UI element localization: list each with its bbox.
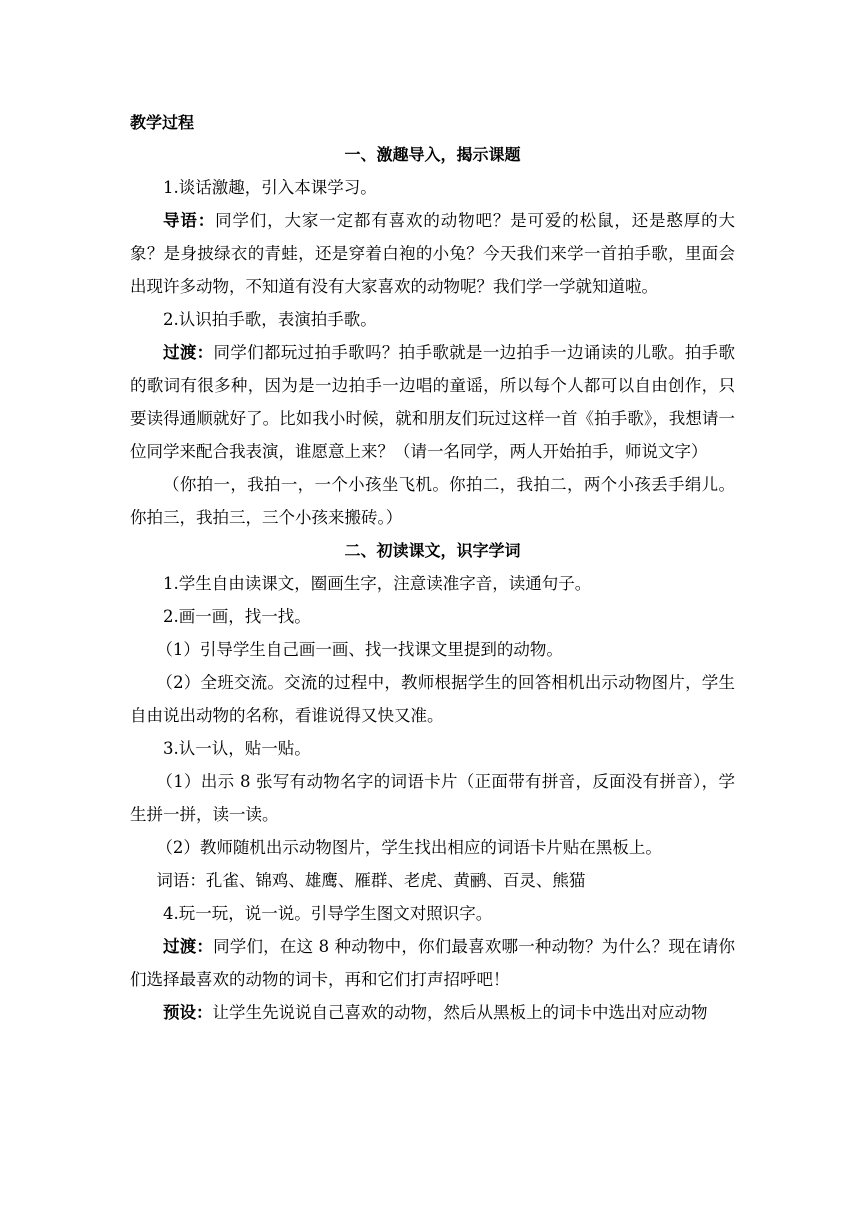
- section2-item3: 3.认一认，贴一贴。: [163, 739, 311, 758]
- section2-item1: 1.学生自由读课文，圈画生字，注意读准字音，读通句子。: [163, 574, 592, 593]
- word-list: 词语：孔雀、锦鸡、雄鹰、雁群、老虎、黄鹂、百灵、熊猫: [156, 871, 586, 890]
- document-body: [130, 108, 735, 1029]
- section2-item4: 4.玩一玩，说一说。引导学生图文对照识字。: [163, 904, 493, 923]
- guide-label: 导语：: [163, 211, 216, 230]
- section1-transition-paragraph: [130, 336, 735, 468]
- section1-guide-paragraph: [130, 204, 735, 303]
- transition-text: 同学们，在这 8 种动物中，你们最喜欢哪一种动物？为什么？现在请你们选择最喜欢的动物的词卡，再和它们打声招呼吧！: [130, 937, 735, 989]
- rhyme-paragraph: （你拍一，我拍一，一个小孩坐飞机。你拍二，我拍二，两个小孩丢手绢儿。你拍三，我拍三，三个小孩来搬砖。）: [130, 475, 735, 527]
- section2-item2-sub1: （1）引导学生自己画一画、找一找课文里提到的动物。: [156, 640, 563, 659]
- preset-text: 让学生先说说自己喜欢的动物，然后从黑板上的词卡中选出对应动物: [212, 1003, 708, 1022]
- section2-heading: 二、初读课文，识字学词: [344, 541, 521, 560]
- transition-label: 过渡：: [163, 343, 214, 362]
- section1-heading: 一、激趣导入，揭示课题: [344, 145, 521, 164]
- section2-item3-sub2: （2）教师随机出示动物图片，学生找出相应的词语卡片贴在黑板上。: [156, 838, 662, 857]
- section2-item2-sub2: （2）全班交流。交流的过程中，教师根据学生的回答相机出示动物图片，学生自由说出动物的名称，看谁说得又快又准。: [130, 673, 735, 725]
- section1-item2: 2.认识拍手歌，表演拍手歌。: [163, 310, 377, 329]
- transition-label: 过渡：: [163, 937, 214, 956]
- section2-preset-paragraph: [130, 996, 735, 1029]
- transition-text: 同学们都玩过拍手歌吗？拍手歌就是一边拍手一边诵读的儿歌。拍手歌的歌词有很多种，因为是一边拍手一边唱的童谣，所以每个人都可以自由创作，只要读得通顺就好了。比如我小时候，就和朋友们玩过这样一首《拍手歌》，我想请一位同学来配合我表演，谁愿意上来？（请一名同学，两人开始拍手，师说文字）: [130, 343, 735, 461]
- guide-text: 同学们，大家一定都有喜欢的动物吧？是可爱的松鼠，还是憨厚的大象？是身披绿衣的青蛙，还是穿着白袍的小兔？今天我们来学一首拍手歌，里面会出现许多动物，不知道有没有大家喜欢的动物呢？我们学一学就知道啦。: [130, 211, 735, 296]
- section2-transition-paragraph: [130, 930, 735, 996]
- section2-item3-sub1: （1）出示 8 张写有动物名字的词语卡片（正面带有拼音，反面没有拼音），学生拼一拼，读一读。: [130, 772, 735, 824]
- section1-item1: 1.谈话激趣，引入本课学习。: [163, 178, 377, 197]
- preset-label: 预设：: [163, 1003, 213, 1022]
- section2-item2: 2.画一画，找一找。: [163, 607, 311, 626]
- section-title: 教学过程: [130, 113, 195, 132]
